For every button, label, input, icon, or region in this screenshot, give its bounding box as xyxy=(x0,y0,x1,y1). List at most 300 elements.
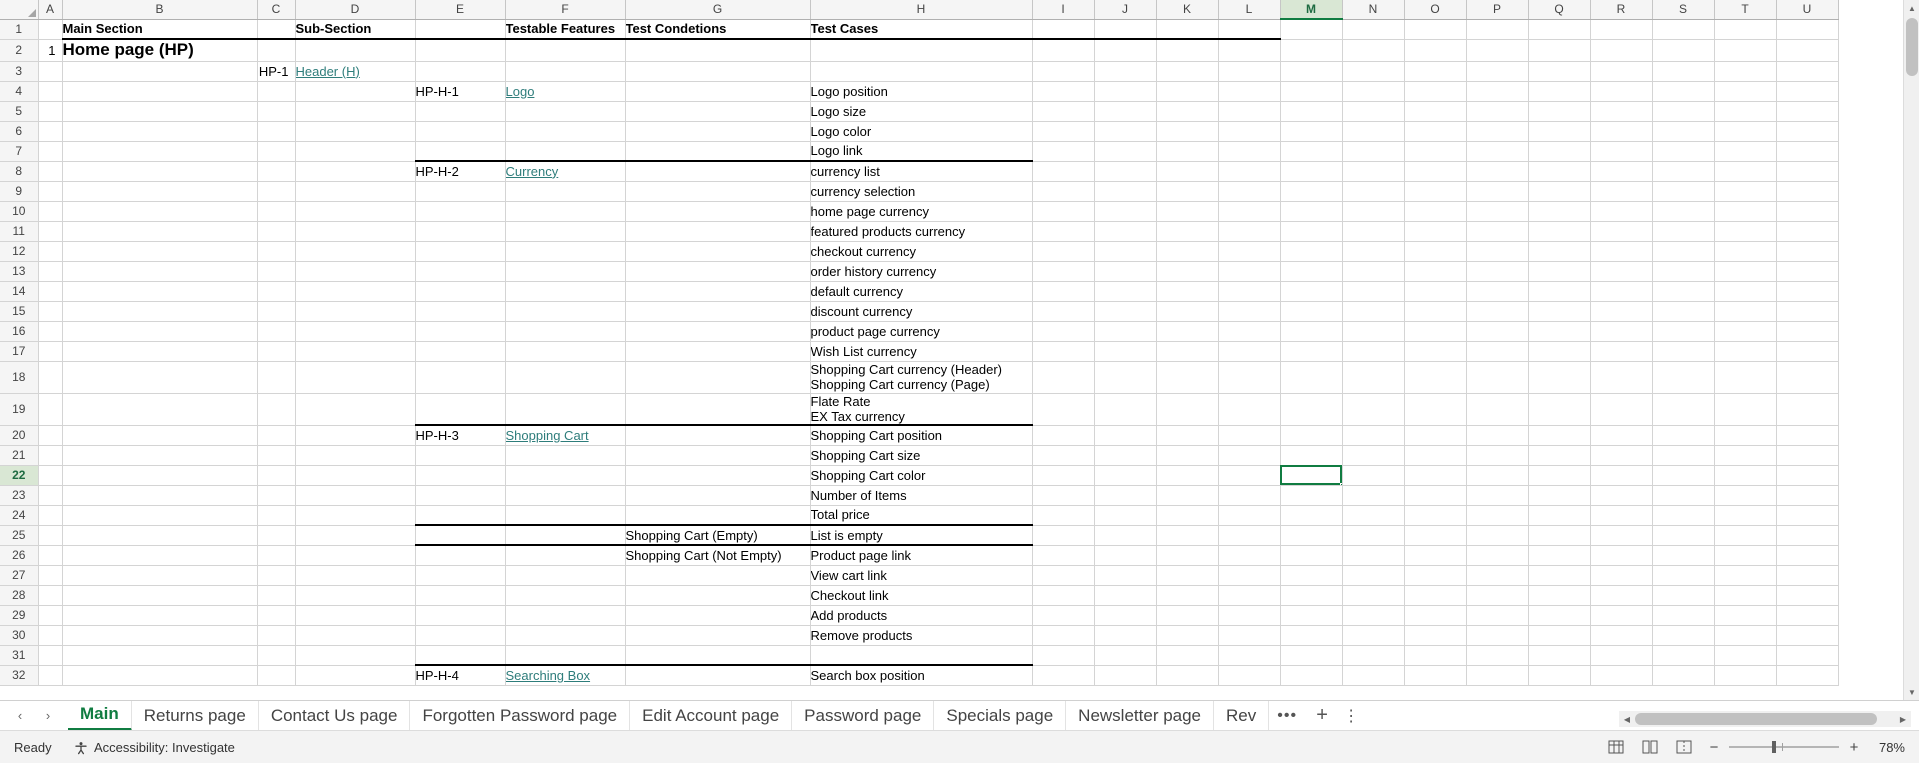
cell-F30[interactable] xyxy=(505,625,625,645)
cell-D20[interactable] xyxy=(295,425,415,445)
cell-I12[interactable] xyxy=(1032,241,1094,261)
cell-G9[interactable] xyxy=(625,181,810,201)
cell-Q17[interactable] xyxy=(1528,341,1590,361)
cell-J16[interactable] xyxy=(1094,321,1156,341)
table-row[interactable] xyxy=(0,525,1838,545)
cell-I25[interactable] xyxy=(1032,525,1094,545)
cell-N24[interactable] xyxy=(1342,505,1404,525)
cell-F1[interactable] xyxy=(505,19,625,39)
normal-view-icon[interactable] xyxy=(1605,737,1627,757)
cell-F23[interactable] xyxy=(505,485,625,505)
cell-P10[interactable] xyxy=(1466,201,1528,221)
cell-O30[interactable] xyxy=(1404,625,1466,645)
cell-F29[interactable] xyxy=(505,605,625,625)
cell-L22[interactable] xyxy=(1218,465,1280,485)
cell-S6[interactable] xyxy=(1652,121,1714,141)
cell-H24[interactable] xyxy=(810,505,1032,525)
cell-I20[interactable] xyxy=(1032,425,1094,445)
cell-R2[interactable] xyxy=(1590,39,1652,61)
cell-A18[interactable] xyxy=(38,361,62,393)
cell-G3[interactable] xyxy=(625,61,810,81)
cell-N20[interactable] xyxy=(1342,425,1404,445)
cell-Q29[interactable] xyxy=(1528,605,1590,625)
cell-R5[interactable] xyxy=(1590,101,1652,121)
cell-P8[interactable] xyxy=(1466,161,1528,181)
cell-H18[interactable] xyxy=(810,361,1032,393)
cell-S31[interactable] xyxy=(1652,645,1714,665)
cell-H7[interactable] xyxy=(810,141,1032,161)
table-row[interactable] xyxy=(0,445,1838,465)
scroll-down-icon[interactable]: ▼ xyxy=(1908,687,1916,697)
cell-L29[interactable] xyxy=(1218,605,1280,625)
cell-F17[interactable] xyxy=(505,341,625,361)
cell-L2[interactable] xyxy=(1218,39,1280,61)
cell-I24[interactable] xyxy=(1032,505,1094,525)
table-row[interactable] xyxy=(0,261,1838,281)
cell-C23[interactable] xyxy=(257,485,295,505)
cell-D9[interactable] xyxy=(295,181,415,201)
cell-Q6[interactable] xyxy=(1528,121,1590,141)
cell-Q2[interactable] xyxy=(1528,39,1590,61)
cell-M5[interactable] xyxy=(1280,101,1342,121)
cell-M30[interactable] xyxy=(1280,625,1342,645)
cell-T18[interactable] xyxy=(1714,361,1776,393)
cell-S9[interactable] xyxy=(1652,181,1714,201)
cell-F28[interactable] xyxy=(505,585,625,605)
cell-O23[interactable] xyxy=(1404,485,1466,505)
column-header-r[interactable]: R xyxy=(1590,0,1652,19)
cell-J19[interactable] xyxy=(1094,393,1156,425)
cell-B11[interactable] xyxy=(62,221,257,241)
cell-K14[interactable] xyxy=(1156,281,1218,301)
cell-U26[interactable] xyxy=(1776,545,1838,565)
cell-A30[interactable] xyxy=(38,625,62,645)
cell-C28[interactable] xyxy=(257,585,295,605)
cell-L17[interactable] xyxy=(1218,341,1280,361)
cell-T7[interactable] xyxy=(1714,141,1776,161)
cell-C18[interactable] xyxy=(257,361,295,393)
cell-O1[interactable] xyxy=(1404,19,1466,39)
cell-A24[interactable] xyxy=(38,505,62,525)
table-row[interactable] xyxy=(0,645,1838,665)
cell-O17[interactable] xyxy=(1404,341,1466,361)
cell-C21[interactable] xyxy=(257,445,295,465)
cell-Q30[interactable] xyxy=(1528,625,1590,645)
cell-J8[interactable] xyxy=(1094,161,1156,181)
cell-L28[interactable] xyxy=(1218,585,1280,605)
cell-link[interactable]: Shopping Cart xyxy=(505,427,589,443)
cell-S26[interactable] xyxy=(1652,545,1714,565)
table-row[interactable] xyxy=(0,393,1838,425)
cell-O5[interactable] xyxy=(1404,101,1466,121)
cell-B20[interactable] xyxy=(62,425,257,445)
cell-C16[interactable] xyxy=(257,321,295,341)
cell-E27[interactable] xyxy=(415,565,505,585)
cell-S12[interactable] xyxy=(1652,241,1714,261)
cell-L31[interactable] xyxy=(1218,645,1280,665)
row-header-2[interactable]: 2 xyxy=(0,39,38,61)
cell-M29[interactable] xyxy=(1280,605,1342,625)
table-row[interactable] xyxy=(0,605,1838,625)
sheet-tab-edit-account-page[interactable]: Edit Account page xyxy=(630,701,792,731)
cell-I10[interactable] xyxy=(1032,201,1094,221)
cell-L6[interactable] xyxy=(1218,121,1280,141)
cell-L5[interactable] xyxy=(1218,101,1280,121)
cell-F2[interactable] xyxy=(505,39,625,61)
cell-C32[interactable] xyxy=(257,665,295,685)
cell-D17[interactable] xyxy=(295,341,415,361)
cell-E28[interactable] xyxy=(415,585,505,605)
horizontal-scroll-thumb[interactable] xyxy=(1635,713,1877,725)
cell-T17[interactable] xyxy=(1714,341,1776,361)
cell-U11[interactable] xyxy=(1776,221,1838,241)
cell-A9[interactable] xyxy=(38,181,62,201)
cell-E21[interactable] xyxy=(415,445,505,465)
cell-C6[interactable] xyxy=(257,121,295,141)
cell-H14[interactable] xyxy=(810,281,1032,301)
cell-L7[interactable] xyxy=(1218,141,1280,161)
row-header-1[interactable]: 1 xyxy=(0,19,38,39)
cell-E22[interactable] xyxy=(415,465,505,485)
cell-P11[interactable] xyxy=(1466,221,1528,241)
cell-K9[interactable] xyxy=(1156,181,1218,201)
cell-M25[interactable] xyxy=(1280,525,1342,545)
cell-P2[interactable] xyxy=(1466,39,1528,61)
cell-H27[interactable] xyxy=(810,565,1032,585)
cell-I5[interactable] xyxy=(1032,101,1094,121)
cell-A21[interactable] xyxy=(38,445,62,465)
cell-L26[interactable] xyxy=(1218,545,1280,565)
cell-M11[interactable] xyxy=(1280,221,1342,241)
cell-D23[interactable] xyxy=(295,485,415,505)
cell-M15[interactable] xyxy=(1280,301,1342,321)
table-row[interactable] xyxy=(0,301,1838,321)
cell-R26[interactable] xyxy=(1590,545,1652,565)
cell-I14[interactable] xyxy=(1032,281,1094,301)
cell-R3[interactable] xyxy=(1590,61,1652,81)
cell-F16[interactable] xyxy=(505,321,625,341)
cell-G25[interactable] xyxy=(625,525,810,545)
sheet-tab-main[interactable]: Main xyxy=(68,701,132,731)
cell-U17[interactable] xyxy=(1776,341,1838,361)
cell-I6[interactable] xyxy=(1032,121,1094,141)
cell-link[interactable]: Logo xyxy=(505,83,535,99)
cell-P20[interactable] xyxy=(1466,425,1528,445)
cell-M2[interactable] xyxy=(1280,39,1342,61)
table-row[interactable] xyxy=(0,625,1838,645)
cell-I21[interactable] xyxy=(1032,445,1094,465)
cell-P29[interactable] xyxy=(1466,605,1528,625)
cell-H13[interactable] xyxy=(810,261,1032,281)
cell-K29[interactable] xyxy=(1156,605,1218,625)
cell-S1[interactable] xyxy=(1652,19,1714,39)
cell-D10[interactable] xyxy=(295,201,415,221)
table-row[interactable] xyxy=(0,485,1838,505)
cell-N7[interactable] xyxy=(1342,141,1404,161)
cell-S2[interactable] xyxy=(1652,39,1714,61)
cell-N26[interactable] xyxy=(1342,545,1404,565)
cell-C7[interactable] xyxy=(257,141,295,161)
cell-A29[interactable] xyxy=(38,605,62,625)
cell-G22[interactable] xyxy=(625,465,810,485)
cell-J12[interactable] xyxy=(1094,241,1156,261)
cell-L13[interactable] xyxy=(1218,261,1280,281)
cell-C26[interactable] xyxy=(257,545,295,565)
cell-A7[interactable] xyxy=(38,141,62,161)
cell-J1[interactable] xyxy=(1094,19,1156,39)
cell-Q8[interactable] xyxy=(1528,161,1590,181)
cell-B25[interactable] xyxy=(62,525,257,545)
cell-B2[interactable] xyxy=(62,39,257,61)
cell-H26[interactable] xyxy=(810,545,1032,565)
cell-K20[interactable] xyxy=(1156,425,1218,445)
cell-E11[interactable] xyxy=(415,221,505,241)
cell-A6[interactable] xyxy=(38,121,62,141)
cell-S13[interactable] xyxy=(1652,261,1714,281)
cell-P6[interactable] xyxy=(1466,121,1528,141)
row-header-6[interactable]: 6 xyxy=(0,121,38,141)
cell-D6[interactable] xyxy=(295,121,415,141)
cell-T6[interactable] xyxy=(1714,121,1776,141)
cell-C15[interactable] xyxy=(257,301,295,321)
cell-G31[interactable] xyxy=(625,645,810,665)
cell-L32[interactable] xyxy=(1218,665,1280,685)
cell-P25[interactable] xyxy=(1466,525,1528,545)
cell-U2[interactable] xyxy=(1776,39,1838,61)
cell-L1[interactable] xyxy=(1218,19,1280,39)
cell-I31[interactable] xyxy=(1032,645,1094,665)
cell-C24[interactable] xyxy=(257,505,295,525)
cell-Q11[interactable] xyxy=(1528,221,1590,241)
cell-S8[interactable] xyxy=(1652,161,1714,181)
cell-S22[interactable] xyxy=(1652,465,1714,485)
cell-B8[interactable] xyxy=(62,161,257,181)
cell-L19[interactable] xyxy=(1218,393,1280,425)
cell-H3[interactable] xyxy=(810,61,1032,81)
cell-S11[interactable] xyxy=(1652,221,1714,241)
cell-N1[interactable] xyxy=(1342,19,1404,39)
cell-E7[interactable] xyxy=(415,141,505,161)
row-header-20[interactable]: 20 xyxy=(0,425,38,445)
table-row[interactable] xyxy=(0,545,1838,565)
cell-M8[interactable] xyxy=(1280,161,1342,181)
column-header-h[interactable]: H xyxy=(810,0,1032,19)
cell-G4[interactable] xyxy=(625,81,810,101)
cell-G24[interactable] xyxy=(625,505,810,525)
cell-A12[interactable] xyxy=(38,241,62,261)
cell-O7[interactable] xyxy=(1404,141,1466,161)
cell-J4[interactable] xyxy=(1094,81,1156,101)
cell-G12[interactable] xyxy=(625,241,810,261)
cell-B31[interactable] xyxy=(62,645,257,665)
cell-H6[interactable] xyxy=(810,121,1032,141)
cell-I32[interactable] xyxy=(1032,665,1094,685)
cell-J17[interactable] xyxy=(1094,341,1156,361)
cell-G14[interactable] xyxy=(625,281,810,301)
cell-H20[interactable] xyxy=(810,425,1032,445)
cell-B29[interactable] xyxy=(62,605,257,625)
cell-U1[interactable] xyxy=(1776,19,1838,39)
cell-C4[interactable] xyxy=(257,81,295,101)
cell-J14[interactable] xyxy=(1094,281,1156,301)
cell-H19[interactable] xyxy=(810,393,1032,425)
cell-K7[interactable] xyxy=(1156,141,1218,161)
cell-O3[interactable] xyxy=(1404,61,1466,81)
row-header-7[interactable]: 7 xyxy=(0,141,38,161)
cell-F24[interactable] xyxy=(505,505,625,525)
cell-T26[interactable] xyxy=(1714,545,1776,565)
cell-K27[interactable] xyxy=(1156,565,1218,585)
cell-B27[interactable] xyxy=(62,565,257,585)
cell-J31[interactable] xyxy=(1094,645,1156,665)
cell-O22[interactable] xyxy=(1404,465,1466,485)
cell-I17[interactable] xyxy=(1032,341,1094,361)
cell-link[interactable]: Header (H) xyxy=(295,63,360,79)
cell-E1[interactable] xyxy=(415,19,505,39)
cell-D5[interactable] xyxy=(295,101,415,121)
cell-D18[interactable] xyxy=(295,361,415,393)
cell-F18[interactable] xyxy=(505,361,625,393)
page-layout-view-icon[interactable] xyxy=(1639,737,1661,757)
cell-T9[interactable] xyxy=(1714,181,1776,201)
cell-R11[interactable] xyxy=(1590,221,1652,241)
cell-U7[interactable] xyxy=(1776,141,1838,161)
cell-R8[interactable] xyxy=(1590,161,1652,181)
cell-F13[interactable] xyxy=(505,261,625,281)
cell-G11[interactable] xyxy=(625,221,810,241)
cell-H32[interactable] xyxy=(810,665,1032,685)
table-row[interactable] xyxy=(0,181,1838,201)
cell-R17[interactable] xyxy=(1590,341,1652,361)
cell-S10[interactable] xyxy=(1652,201,1714,221)
cell-B9[interactable] xyxy=(62,181,257,201)
cell-T15[interactable] xyxy=(1714,301,1776,321)
cell-N3[interactable] xyxy=(1342,61,1404,81)
cell-J20[interactable] xyxy=(1094,425,1156,445)
cell-S16[interactable] xyxy=(1652,321,1714,341)
row-header-18[interactable]: 18 xyxy=(0,361,38,393)
cell-A13[interactable] xyxy=(38,261,62,281)
cell-C19[interactable] xyxy=(257,393,295,425)
cell-P22[interactable] xyxy=(1466,465,1528,485)
cell-D11[interactable] xyxy=(295,221,415,241)
cell-B5[interactable] xyxy=(62,101,257,121)
cell-T22[interactable] xyxy=(1714,465,1776,485)
cell-E8[interactable] xyxy=(415,161,505,181)
cell-Q25[interactable] xyxy=(1528,525,1590,545)
cell-G15[interactable] xyxy=(625,301,810,321)
row-header-9[interactable]: 9 xyxy=(0,181,38,201)
cell-E23[interactable] xyxy=(415,485,505,505)
cell-H9[interactable] xyxy=(810,181,1032,201)
cell-K12[interactable] xyxy=(1156,241,1218,261)
column-header-s[interactable]: S xyxy=(1652,0,1714,19)
cell-S18[interactable] xyxy=(1652,361,1714,393)
cell-D31[interactable] xyxy=(295,645,415,665)
cell-H16[interactable] xyxy=(810,321,1032,341)
cell-Q16[interactable] xyxy=(1528,321,1590,341)
cell-L21[interactable] xyxy=(1218,445,1280,465)
cell-U19[interactable] xyxy=(1776,393,1838,425)
cell-L9[interactable] xyxy=(1218,181,1280,201)
cell-J11[interactable] xyxy=(1094,221,1156,241)
cell-J24[interactable] xyxy=(1094,505,1156,525)
cell-J32[interactable] xyxy=(1094,665,1156,685)
cell-O11[interactable] xyxy=(1404,221,1466,241)
cell-R21[interactable] xyxy=(1590,445,1652,465)
cell-E4[interactable] xyxy=(415,81,505,101)
table-row[interactable] xyxy=(0,465,1838,485)
cell-U22[interactable] xyxy=(1776,465,1838,485)
cell-B1[interactable] xyxy=(62,19,257,39)
cell-R25[interactable] xyxy=(1590,525,1652,545)
cell-P18[interactable] xyxy=(1466,361,1528,393)
cell-O19[interactable] xyxy=(1404,393,1466,425)
cell-R22[interactable] xyxy=(1590,465,1652,485)
row-header-17[interactable]: 17 xyxy=(0,341,38,361)
cell-L3[interactable] xyxy=(1218,61,1280,81)
cell-M17[interactable] xyxy=(1280,341,1342,361)
cell-K11[interactable] xyxy=(1156,221,1218,241)
cell-M6[interactable] xyxy=(1280,121,1342,141)
cell-U8[interactable] xyxy=(1776,161,1838,181)
cell-S7[interactable] xyxy=(1652,141,1714,161)
cell-O6[interactable] xyxy=(1404,121,1466,141)
cell-Q13[interactable] xyxy=(1528,261,1590,281)
cell-U31[interactable] xyxy=(1776,645,1838,665)
cell-C30[interactable] xyxy=(257,625,295,645)
cell-Q5[interactable] xyxy=(1528,101,1590,121)
cell-P1[interactable] xyxy=(1466,19,1528,39)
cell-N30[interactable] xyxy=(1342,625,1404,645)
cell-U20[interactable] xyxy=(1776,425,1838,445)
cell-C13[interactable] xyxy=(257,261,295,281)
cell-S30[interactable] xyxy=(1652,625,1714,645)
cell-J5[interactable] xyxy=(1094,101,1156,121)
cell-U18[interactable] xyxy=(1776,361,1838,393)
cell-P5[interactable] xyxy=(1466,101,1528,121)
cell-P27[interactable] xyxy=(1466,565,1528,585)
table-row[interactable] xyxy=(0,61,1838,81)
sheet-tab-forgotten-password-page[interactable]: Forgotten Password page xyxy=(410,701,630,731)
cell-O8[interactable] xyxy=(1404,161,1466,181)
cell-U15[interactable] xyxy=(1776,301,1838,321)
cell-H22[interactable] xyxy=(810,465,1032,485)
cell-B23[interactable] xyxy=(62,485,257,505)
cell-I26[interactable] xyxy=(1032,545,1094,565)
cell-P7[interactable] xyxy=(1466,141,1528,161)
row-header-16[interactable]: 16 xyxy=(0,321,38,341)
table-row[interactable] xyxy=(0,81,1838,101)
row-header-26[interactable]: 26 xyxy=(0,545,38,565)
cell-U16[interactable] xyxy=(1776,321,1838,341)
cell-D15[interactable] xyxy=(295,301,415,321)
cell-J21[interactable] xyxy=(1094,445,1156,465)
cell-K26[interactable] xyxy=(1156,545,1218,565)
cell-U30[interactable] xyxy=(1776,625,1838,645)
cell-K3[interactable] xyxy=(1156,61,1218,81)
cell-R6[interactable] xyxy=(1590,121,1652,141)
cell-R15[interactable] xyxy=(1590,301,1652,321)
cell-T21[interactable] xyxy=(1714,445,1776,465)
sheet-tab-contact-us-page[interactable]: Contact Us page xyxy=(259,701,411,731)
column-header-i[interactable]: I xyxy=(1032,0,1094,19)
cell-U3[interactable] xyxy=(1776,61,1838,81)
cell-C14[interactable] xyxy=(257,281,295,301)
cell-A32[interactable] xyxy=(38,665,62,685)
cell-J29[interactable] xyxy=(1094,605,1156,625)
cell-P31[interactable] xyxy=(1466,645,1528,665)
